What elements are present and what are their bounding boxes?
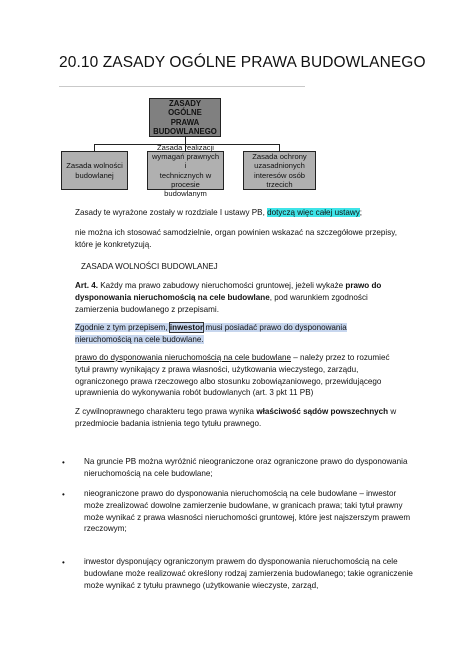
org-child3-line-4: trzecich [266, 179, 293, 189]
org-root-line-1: ZASADY OGÓLNE [168, 99, 202, 118]
bullet-item-1: Na gruncie PB można wyróżnić nieograniczone oraz ograniczone prawo do dysponowania nieruchomością na cele budowlane; [84, 457, 408, 478]
investor-boxed-word: inwestor [169, 323, 204, 332]
page-title: 20.10 ZASADY OGÓLNE PRAWA BUDOWLANEGO [59, 54, 426, 71]
paragraph-definition [75, 352, 405, 399]
org-chart-child-freedom [61, 151, 128, 190]
paragraph-art4 [75, 280, 405, 315]
civil-law-bold: właściwość sądów powszechnych [256, 407, 389, 416]
org-connector-left [94, 144, 95, 151]
org-root-line-2: PRAWA [170, 117, 200, 127]
definition-text: – należy przez to rozumieć tytuł prawny wynikający z prawa własności, użytkowania wieczystego, zarządu, ograniczonego prawa rzeczowego albo stosunku zobowiązaniowego, przewidującego uprawnienia do wykonywania robót budowlanych (art. 3 pkt 11 PB) [75, 353, 390, 398]
org-child1-line-2: budowlanej [75, 170, 114, 180]
org-chart-child-requirements [147, 142, 224, 198]
art4-bold-right: prawo do dysponowania nieruchomością na cele budowlane [75, 281, 382, 302]
org-child3-line-3: interesów osób [253, 170, 306, 180]
art4-text-1: Każdy ma prawo zabudowy nieruchomości gruntowej, jeżeli wykaże [97, 281, 346, 290]
org-chart-child-third-parties [243, 151, 316, 190]
definition-term: prawo do dysponowania nieruchomością na cele budowlane [75, 353, 291, 362]
highlight-whole-act: dotyczą więc całej ustawy [267, 208, 360, 217]
section-heading-freedom: ZASADA WOLNOŚCI BUDOWLANEJ [81, 262, 218, 271]
org-child2-line-3: technicznych w [159, 170, 212, 180]
org-child2-line-4: procesie budowlanym [164, 179, 207, 198]
art4-text-2: , pod warunkiem zgodności zamierzenia budowlanego z przepisami. [75, 292, 368, 314]
bullet-icon: • [62, 558, 65, 567]
paragraph-civil-law [75, 406, 405, 430]
civil-law-text-1: Z cywilnoprawnego charakteru tego prawa wynika [75, 407, 257, 416]
paragraph-not-standalone: nie można ich stosować samodzielnie, organ powinien wskazać na szczegółowe przepisy, które je konkretyzują. [75, 228, 397, 249]
org-child3-line-2: uzasadnionych [254, 161, 305, 171]
org-chart-root-box [149, 98, 221, 137]
paragraph-scope-text: Zasady te wyrażone zostały w rozdziale I ustawy PB, [75, 208, 268, 217]
org-child1-line-1: Zasada wolności [66, 161, 123, 171]
bullet-icon: • [62, 458, 65, 467]
org-child2-line-1: Zasada realizacji [157, 142, 214, 152]
paragraph-scope [75, 207, 405, 219]
civil-law-text-2: w przedmiocie badania istnienia tego tytułu prawnego. [75, 407, 397, 428]
art4-label: Art. 4. [75, 281, 98, 290]
org-connector-right [279, 144, 280, 151]
org-root-line-3: BUDOWLANEGO [153, 126, 217, 136]
paragraph-investor [75, 322, 405, 346]
investor-text-2: musi posiadać prawo do dysponowania nieruchomością na cele budowlane. [75, 323, 347, 344]
bullet-item-2: nieograniczone prawo do dysponowania nieruchomością na cele budowlane – inwestor może zrealizować dowolne zamierzenie budowlane, w granicach prawa; taki tytuł prawny może wynikać z prawa własności nieruchomości gruntowej, które jest najszerszym prawem rzeczowym; [84, 489, 411, 534]
bullet-icon: • [62, 490, 65, 499]
investor-text-1: Zgodnie z tym przepisem, [75, 323, 170, 332]
title-underline [59, 86, 305, 87]
paragraph-scope-end: ; [359, 208, 363, 217]
org-child3-line-1: Zasada ochrony [252, 152, 307, 162]
org-child2-line-2: wymagań prawnych i [151, 152, 220, 171]
bullet-item-3: inwestor dysponujący ograniczonym prawem do dysponowania nieruchomością na cele budowlane może realizować określony rodzaj zamierzenia budowlanego; takie ograniczenie może wynikać z tytułu prawnego (użytkowanie wieczyste, zarząd, [84, 557, 413, 590]
